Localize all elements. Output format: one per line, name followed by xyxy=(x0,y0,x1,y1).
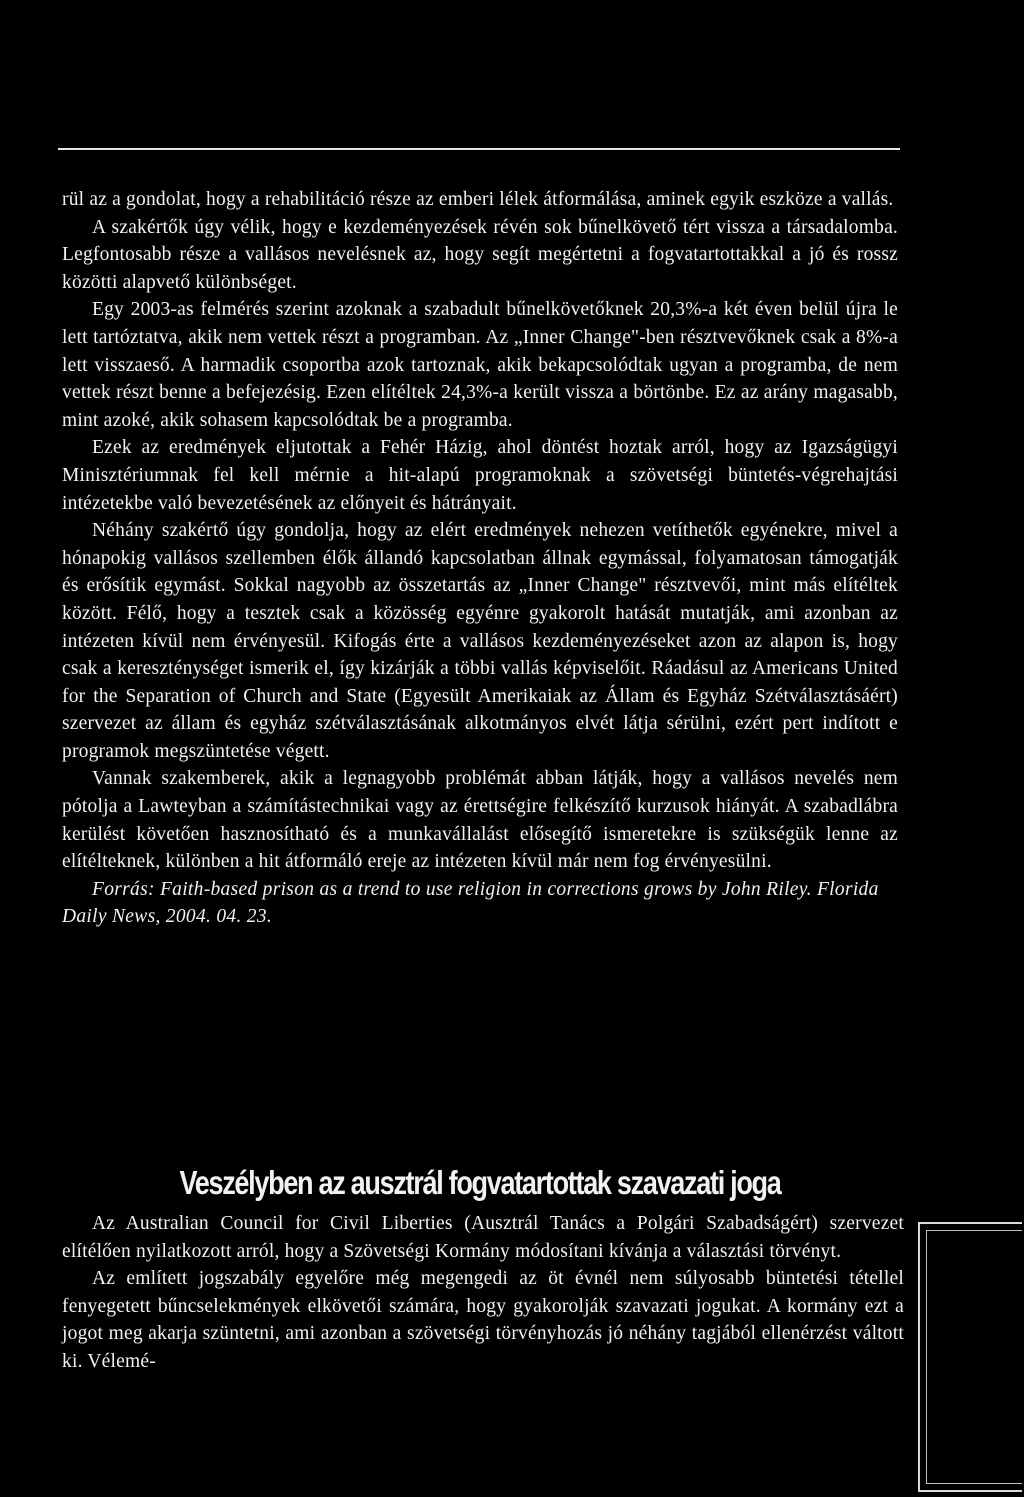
paragraph: Az Australian Council for Civil Liberties (Ausztrál Tanács a Polgári Szabadságért) szervezet elítélően nyilatkozott arról, hogy a Szövetségi Kormány módosítani kívánja a választási törvényt. xyxy=(62,1213,904,1262)
article-text-column xyxy=(62,1210,904,1375)
main-text-column xyxy=(62,186,898,931)
paragraph: Néhány szakértő úgy gondolja, hogy az elért eredmények nehezen vetíthetők egyénekre, mivel a hónapokig vallásos szellemben élők állandó kapcsolatban állnak egymással, folyamatosan támogatják és erősítik egymást. Sokkal nagyobb az összetartás az „Inner Change" résztvevői, mint más elítéltek között. Félő, hogy a tesztek csak a közösség egyénre gyakorolt hatását mutatják, ami azonban az intézeten kívül nem érvényesül. Kifogás érte a vallásos kezdeményezéseket azon az alapon is, hogy csak a kereszténységet ismerik el, így kizárják a többi vallás képviselőit. Ráadásul az Americans United for the Separation of Church and State (Egyesült Amerikaiak az Állam és Egyház Szétválasztásáért) szervezet az állam és egyház szétválasztásának alkotmányos elvét látja sérülni, ezért pert indított e programok megszüntetése végett. xyxy=(62,520,898,762)
top-rule xyxy=(58,148,900,150)
paragraph: Vannak szakemberek, akik a legnagyobb problémát abban látják, hogy a vallásos nevelés nem pótolja a Lawteyban a számítástechnikai vagy az érettségire felkészítő kurzusok hiányát. A szabadlábra kerülést követően hasznosítható és a munkavállalást elősegítő ismeretekre is szükségük lenne az elítélteknek, különben a hit átformáló ereje az intézeten kívül már nem fog érvényesülni. xyxy=(62,768,898,873)
paragraph: Ezek az eredmények eljutottak a Fehér Házig, ahol döntést hoztak arról, hogy az Igazságügyi Minisztériumnak fel kell mérnie a hit-alapú programoknak a szövetségi büntetés-végrehajtási intézetekbe való bevezetésének az előnyeit és hátrányait. xyxy=(62,437,898,514)
article-title: Veszélyben az ausztrál fogvatartottak szavazati joga xyxy=(179,1164,781,1201)
paragraph: Egy 2003-as felmérés szerint azoknak a szabadult bűnelkövetőknek 20,3%-a két éven belül újra le lett tartóztatva, akik nem vettek részt a programban. Az „Inner Change"-ben résztvevőknek csak a 8%-a lett visszaeső. A harmadik csoportba azok tartoznak, akik bekapcsolódtak ugyan a programba, de nem vettek részt benne a befejezésig. Ezen elítéltek 24,3%-a került vissza a börtönbe. Ez az arány magasabb, mint azoké, akik sohasem kapcsolódtak be a programba. xyxy=(62,299,898,431)
paragraph: A szakértők úgy vélik, hogy e kezdeményezések révén sok bűnelkövető tért vissza a társadalomba. Legfontosabb része a vallásos nevelésnek az, hogy segít megértetni a fogvatartottakkal a jó és rossz közötti alapvető különbséget. xyxy=(62,216,898,293)
source-citation: Forrás: Faith-based prison as a trend to use religion in corrections grows by John Riley. Florida Daily News, 2004. 04. 23. xyxy=(62,878,879,928)
side-frame xyxy=(918,1222,1022,1492)
paragraph: Az említett jogszabály egyelőre még megengedi az öt évnél nem súlyosabb büntetési tétellel fenyegetett bűncselekmények elkövetői számára, hogy gyakorolják szavazati jogukat. A kormány ezt a jogot meg akarja szüntetni, ami azonban a szövetségi törvényhozás jó néhány tagjából ellenérzést váltott ki. Vélemé- xyxy=(62,1268,904,1372)
side-frame-inner xyxy=(926,1230,1022,1484)
paragraph: rül az a gondolat, hogy a rehabilitáció része az emberi lélek átformálása, aminek egyik eszköze a vallás. xyxy=(62,189,894,210)
